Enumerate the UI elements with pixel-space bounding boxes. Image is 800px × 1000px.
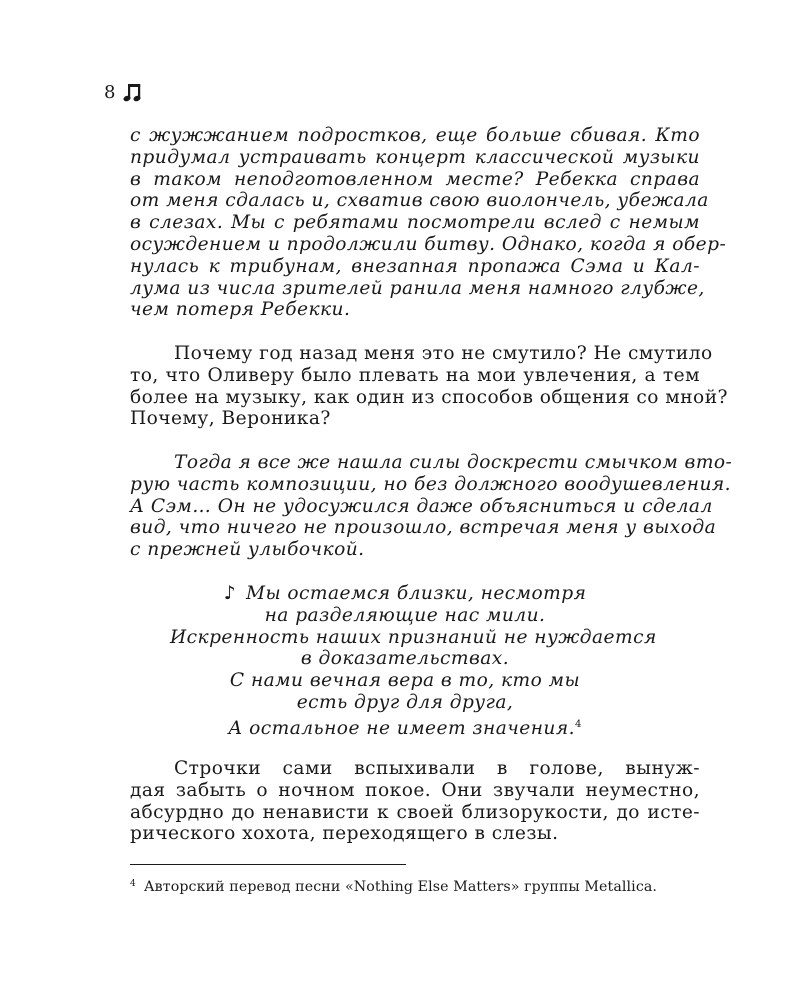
verse-line — [170, 714, 640, 740]
page-header — [104, 80, 143, 106]
text-line: в слезах. Мы с ребятами посмотрели вслед с немым — [130, 212, 700, 234]
paragraph-italic-1 — [130, 125, 727, 321]
beamed-eighth-notes-icon — [123, 82, 143, 104]
text-line: от меня сдалась и, схватив свою виолончель, убежала — [130, 190, 709, 212]
footnote-text: Авторский перевод песни «Nothing Else Matters» группы Metallica. — [143, 879, 658, 895]
text-line: придумал устраивать концерт классической музыки — [130, 146, 700, 168]
text-line: с жужжанием подростков, еще больше сбивая. Кто — [130, 125, 700, 146]
eighth-note-icon: ♪ — [223, 583, 236, 604]
text-line: лума из числа зрителей ранила меня намного глубже, — [130, 277, 705, 299]
footnote-marker: 4 — [130, 879, 136, 889]
verse-line: на разделяющие нас мили. — [264, 604, 546, 626]
song-verse — [170, 583, 657, 740]
text-line: абсурдно до ненависти к своей близорукости, до исте- — [130, 801, 700, 823]
paragraph-italic-2 — [130, 452, 733, 561]
text-line: рического хохота, переходящего в слезы. — [130, 823, 559, 845]
text-line: А Сэм… Он не удосужился даже объясниться и сделал — [130, 495, 713, 517]
text-line: то, что Оливеру было плевать на мои увлечения, а тем — [130, 364, 700, 386]
text-line: дая забыть о ночном покое. Они звучали неуместно, — [130, 779, 700, 801]
verse-line: Искренность наших признаний не нуждается — [170, 626, 657, 648]
footnote-reference[interactable]: 4 — [574, 718, 582, 730]
footnote — [130, 874, 657, 897]
verse-line-text: А остальное не имеет значения. — [228, 717, 575, 739]
text-line: осуждением и продолжили битву. Однако, когда я обер- — [130, 233, 727, 255]
text-line: нулась к трибунам, внезапная пропажа Сэма и Кал- — [130, 255, 700, 277]
verse-line: С нами вечная вера в то, кто мы — [229, 670, 581, 692]
text-line: Почему, Вероника? — [130, 408, 331, 430]
footnote-divider — [130, 864, 406, 865]
verse-line: есть друг для друга, — [296, 691, 514, 713]
text-line: рую часть композиции, но без должного воодушевления. — [130, 473, 732, 495]
verse-line-text: Мы остаемся близки, несмотря — [245, 583, 587, 604]
text-line: более на музыку, как один из способов общения со мной? — [130, 386, 728, 408]
text-line: Строчки сами вспыхивали в голове, вынуж- — [174, 758, 700, 779]
text-line: вид, что ничего не произошло, встречая меня у выхода — [130, 517, 717, 539]
verse-line: в доказательствах. — [300, 648, 510, 670]
text-line: чем потеря Ребекки. — [130, 299, 351, 321]
verse-line — [170, 583, 640, 605]
text-line: в таком неподготовленном месте? Ребекка справа — [130, 168, 700, 190]
page-number: 8 — [104, 82, 116, 103]
text-line: с прежней улыбочкой. — [130, 539, 365, 561]
paragraph-regular-2 — [130, 758, 700, 845]
text-line: Почему год назад меня это не смутило? Не смутило — [174, 343, 713, 364]
paragraph-regular-1 — [130, 343, 728, 430]
text-line: Тогда я все же нашла силы доскрести смычком вто- — [174, 452, 733, 473]
